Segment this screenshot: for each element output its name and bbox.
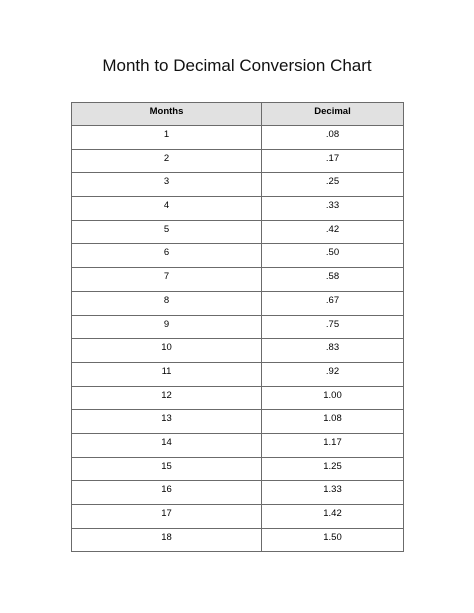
decimal-cell: .83 [262,339,404,363]
months-cell: 17 [72,505,262,529]
table-row [72,362,404,386]
months-cell: 5 [72,220,262,244]
table-row [72,244,404,268]
decimal-cell: 1.33 [262,481,404,505]
months-cell: 13 [72,410,262,434]
decimal-cell: 1.00 [262,386,404,410]
months-cell: 4 [72,197,262,221]
months-cell: 11 [72,362,262,386]
table-row [72,220,404,244]
decimal-cell: 1.50 [262,528,404,552]
table-row [72,481,404,505]
decimal-cell: .25 [262,173,404,197]
months-cell: 2 [72,149,262,173]
column-header-months: Months [72,103,262,126]
table-row [72,339,404,363]
months-cell: 14 [72,433,262,457]
conversion-table [71,102,404,552]
decimal-cell: 1.25 [262,457,404,481]
table-row [72,433,404,457]
decimal-cell: 1.17 [262,433,404,457]
months-cell: 6 [72,244,262,268]
table-row [72,528,404,552]
table-row [72,386,404,410]
months-cell: 1 [72,126,262,150]
page-title: Month to Decimal Conversion Chart [102,56,372,75]
decimal-cell: .58 [262,268,404,292]
table-row [72,197,404,221]
table-row [72,315,404,339]
decimal-cell: .92 [262,362,404,386]
decimal-cell: 1.42 [262,505,404,529]
months-cell: 16 [72,481,262,505]
table-row [72,291,404,315]
table-row [72,173,404,197]
decimal-cell: .42 [262,220,404,244]
decimal-cell: .67 [262,291,404,315]
months-cell: 18 [72,528,262,552]
decimal-cell: 1.08 [262,410,404,434]
column-header-decimal: Decimal [262,103,404,126]
table-row [72,410,404,434]
months-cell: 3 [72,173,262,197]
decimal-cell: .75 [262,315,404,339]
months-cell: 8 [72,291,262,315]
months-cell: 10 [72,339,262,363]
decimal-cell: .08 [262,126,404,150]
table-row [72,505,404,529]
table-row [72,457,404,481]
table-row [72,268,404,292]
table-row [72,126,404,150]
months-cell: 15 [72,457,262,481]
table-header-row [72,103,404,126]
months-cell: 7 [72,268,262,292]
decimal-cell: .33 [262,197,404,221]
table-row [72,149,404,173]
decimal-cell: .50 [262,244,404,268]
months-cell: 9 [72,315,262,339]
months-cell: 12 [72,386,262,410]
decimal-cell: .17 [262,149,404,173]
